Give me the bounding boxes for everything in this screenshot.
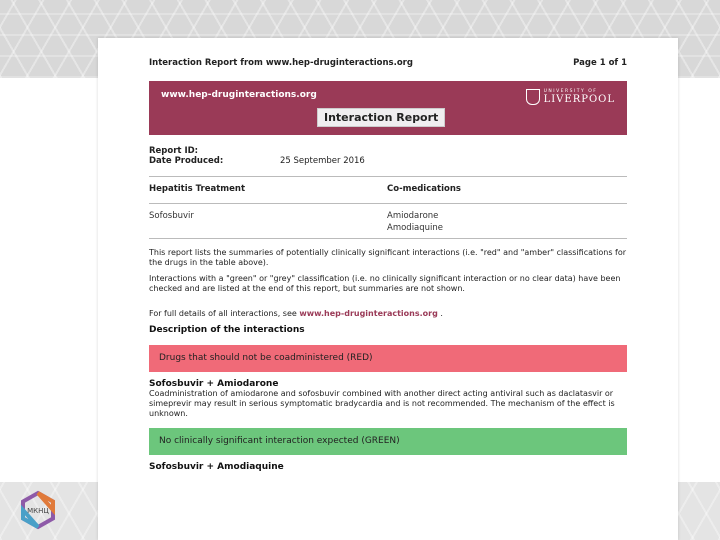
comedication-item: Amodiaquine [387, 223, 444, 233]
red-category-bar: Drugs that should not be coadministered (RED) [149, 345, 627, 372]
col-treatment-header: Hepatitis Treatment [149, 184, 246, 194]
table-header [149, 184, 627, 194]
report-meta [149, 146, 627, 166]
details-suffix: . [440, 309, 443, 318]
svg-text:МКНЦ: МКНЦ [27, 507, 49, 515]
crest-icon [526, 89, 540, 105]
institution-logo-icon [18, 490, 58, 530]
divider [149, 176, 627, 177]
green-category-bar: No clinically significant interaction expected (GREEN) [149, 428, 627, 455]
col-comedications-header: Co-medications [387, 184, 461, 194]
checked-paragraph: Interactions with a "green" or "grey" classification (i.e. no clinically significant interaction or no clear data) have been checked and are listed at the end of this report, but summaries are not shown. [149, 274, 621, 293]
report-page [98, 38, 678, 540]
comedication-item: Amiodarone [387, 211, 439, 221]
logo-big-text: LIVERPOOL [543, 94, 615, 105]
details-prefix: For full details of all interactions, see [149, 309, 297, 318]
drug-pair-title: Sofosbuvir + Amiodarone [149, 379, 279, 389]
date-value: 25 September 2016 [280, 156, 365, 166]
divider [149, 238, 627, 239]
banner-url[interactable]: www.hep-druginteractions.org [161, 90, 317, 100]
university-logo [526, 89, 615, 105]
treatment-cell: Sofosbuvir [149, 211, 194, 221]
comedications-cell [387, 210, 443, 234]
header-source: Interaction Report from www.hep-druginteractions.org [149, 58, 413, 68]
page-header [149, 58, 627, 68]
logo-small-text: UNIVERSITY OF [543, 89, 598, 94]
table-row [149, 210, 627, 233]
section-title: Description of the interactions [149, 325, 305, 335]
report-banner [149, 81, 627, 135]
drug-pair-title: Sofosbuvir + Amodiaquine [149, 462, 284, 472]
details-paragraph [149, 309, 627, 319]
divider [149, 203, 627, 204]
date-label: Date Produced: [149, 156, 224, 166]
summary-paragraph: This report lists the summaries of potentially clinically significant interactions (i.e. "red" and "amber" classifications for the drugs in the table above). [149, 248, 627, 267]
report-id-label: Report ID: [149, 146, 199, 156]
interaction-description: Coadministration of amiodarone and sofosbuvir combined with another direct acting antiviral such as daclatasvir or simeprevir may result in serious symptomatic bradycardia and is not recommended. The mechanism of the effect is unknown. [149, 389, 615, 418]
page-number: Page 1 of 1 [573, 58, 627, 68]
details-link[interactable]: www.hep-druginteractions.org [299, 309, 438, 318]
banner-title: Interaction Report [317, 108, 445, 127]
